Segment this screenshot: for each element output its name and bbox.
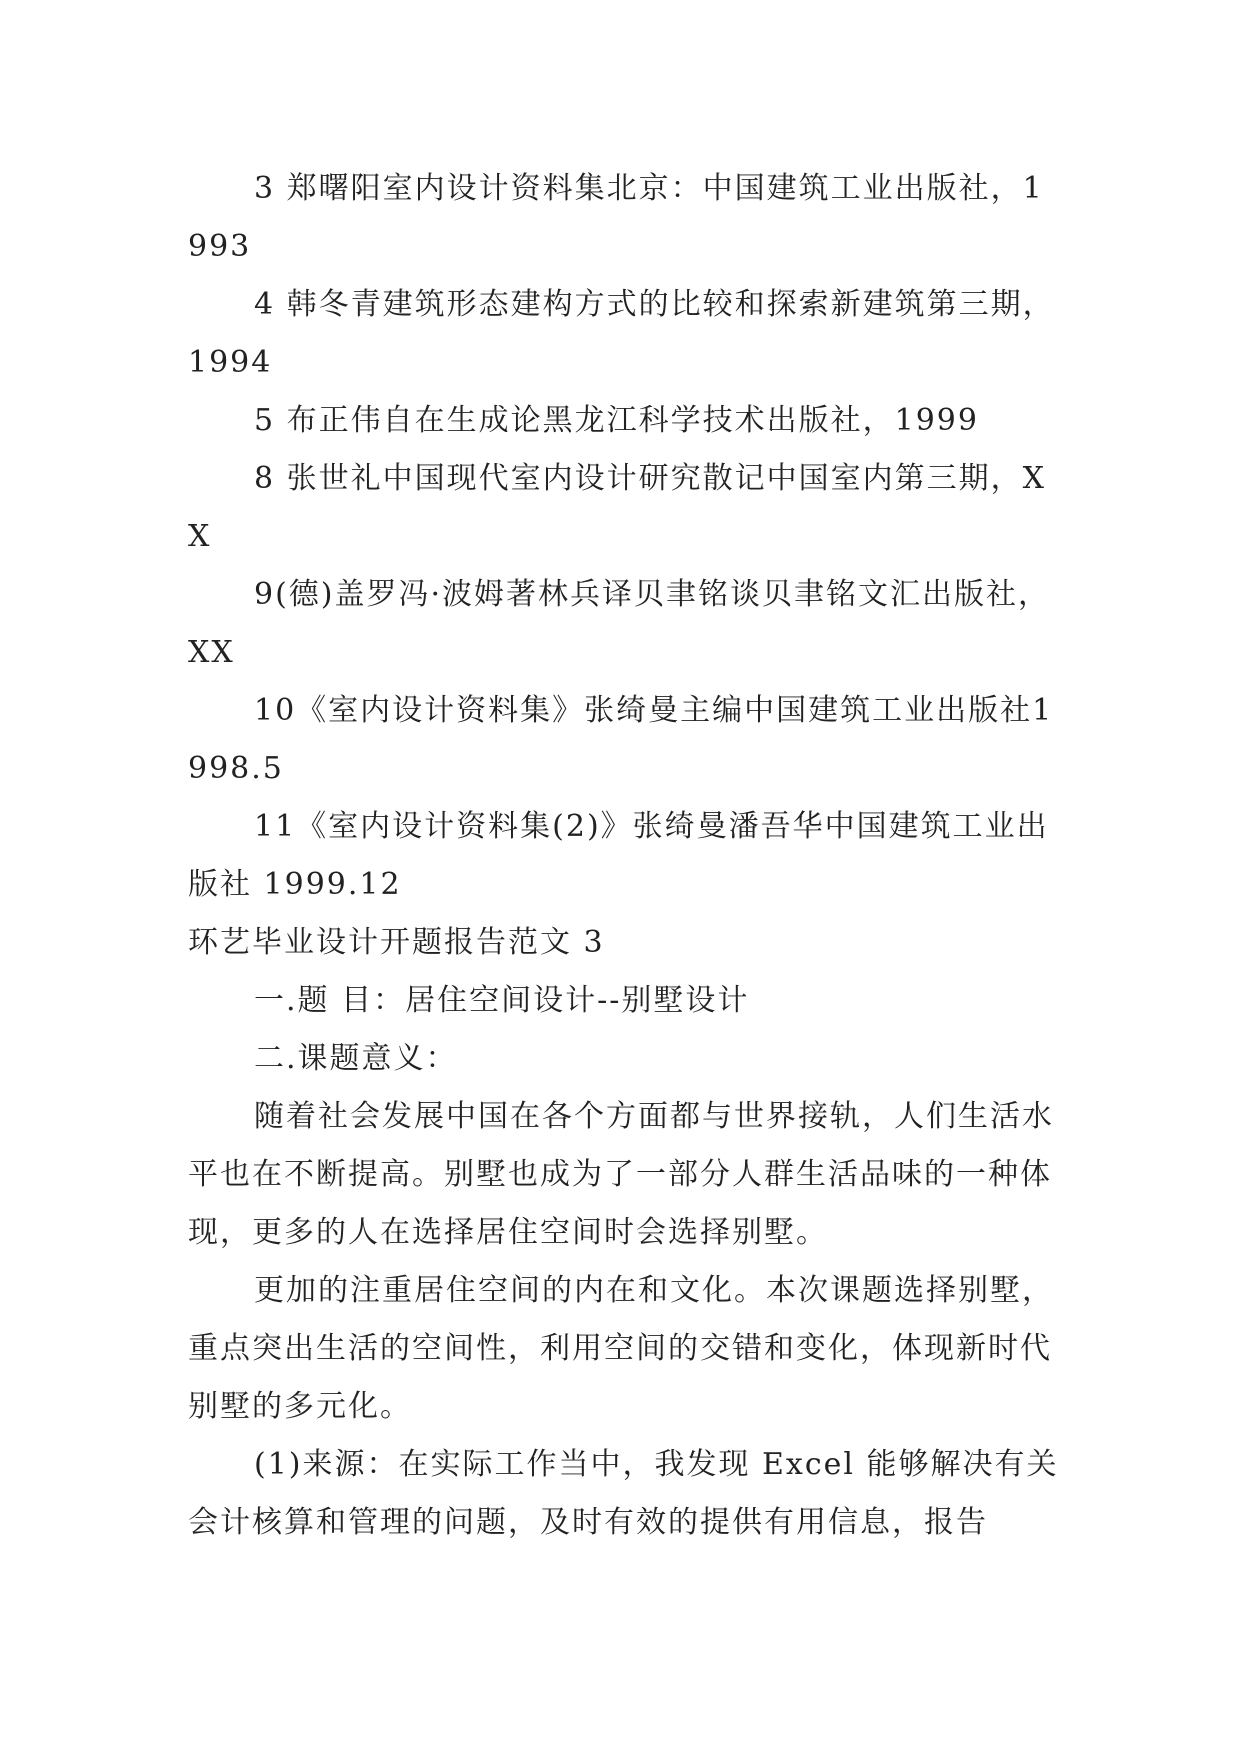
reference-item-3: 3 郑曙阳室内设计资料集北京：中国建筑工业出版社，1993 bbox=[188, 171, 1044, 264]
reference-item-8: 8 张世礼中国现代室内设计研究散记中国室内第三期，XX bbox=[188, 461, 1046, 554]
body-paragraph-2: 更加的注重居住空间的内在和文化。本次课题选择别墅，重点突出生活的空间性，利用空间的交错和变化，体现新时代别墅的多元化。 bbox=[188, 1273, 1054, 1424]
reference-item-10: 10《室内设计资料集》张绮曼主编中国建筑工业出版社1998.5 bbox=[188, 693, 1054, 786]
topic-line: 一.题 目：居住空间设计--别墅设计 bbox=[254, 983, 750, 1018]
reference-item-5: 5 布正伟自在生成论黑龙江科学技术出版社，1999 bbox=[254, 403, 979, 438]
reference-item-9: 9(德)盖罗冯·波姆著林兵译贝聿铭谈贝聿铭文汇出版社，XX bbox=[188, 577, 1051, 670]
document-body bbox=[188, 160, 1060, 1552]
section-title: 环艺毕业设计开题报告范文 3 bbox=[188, 925, 605, 960]
significance-heading: 二.课题意义： bbox=[254, 1041, 458, 1076]
body-paragraph-3: (1)来源：在实际工作当中，我发现 Excel 能够解决有关会计核算和管理的问题，及时有效的提供有用信息，报告 bbox=[188, 1447, 1059, 1540]
reference-item-4: 4 韩冬青建筑形态建构方式的比较和探索新建筑第三期，1994 bbox=[188, 287, 1055, 380]
body-paragraph-1: 随着社会发展中国在各个方面都与世界接轨，人们生活水平也在不断提高。别墅也成为了一部分人群生活品味的一种体现，更多的人在选择居住空间时会选择别墅。 bbox=[188, 1099, 1054, 1250]
reference-item-11: 11《室内设计资料集(2)》张绮曼潘吾华中国建筑工业出版社 1999.12 bbox=[188, 809, 1049, 902]
